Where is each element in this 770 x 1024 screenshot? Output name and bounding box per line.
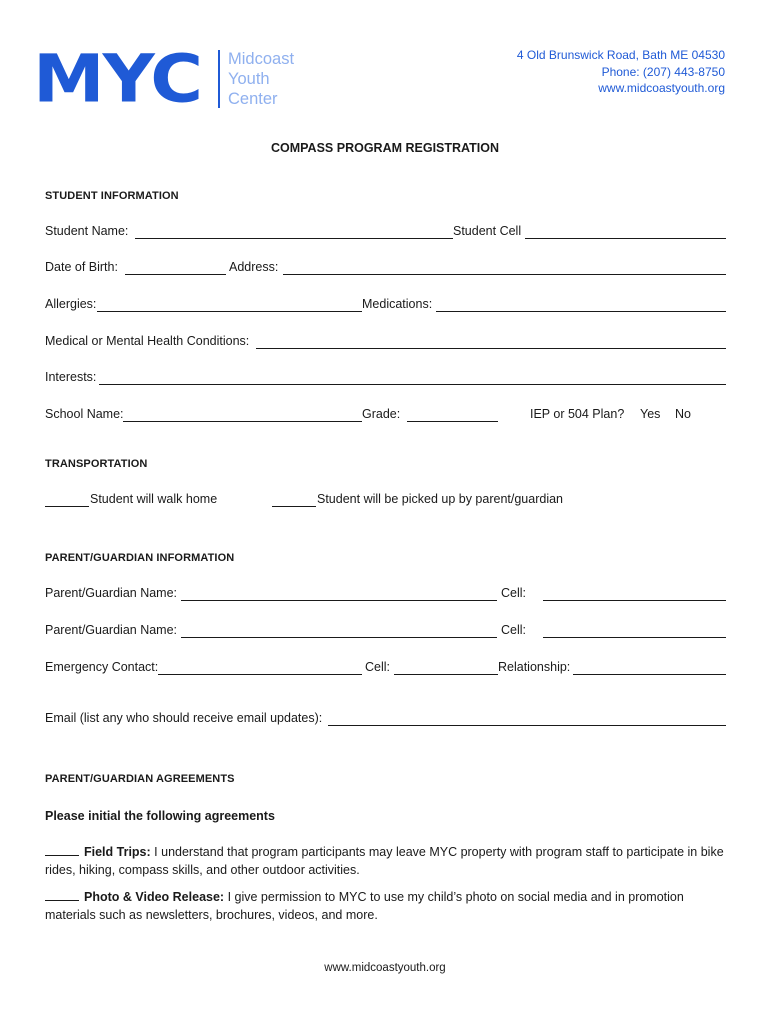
- allergies-label: Allergies:: [45, 297, 97, 311]
- row-student-name: [45, 224, 726, 242]
- emergency-cell-field[interactable]: [394, 674, 498, 675]
- student-cell-field[interactable]: [525, 238, 726, 239]
- conditions-label: Medical or Mental Health Conditions:: [45, 334, 250, 348]
- pickup-initial[interactable]: [272, 506, 316, 507]
- logo-wordmark: [228, 49, 294, 109]
- row-medical-conditions: [45, 334, 726, 352]
- section-transportation: TRANSPORTATION: [45, 458, 148, 470]
- relationship-field[interactable]: [573, 674, 726, 675]
- row-parent-1: [45, 586, 726, 604]
- parent-name-field-1[interactable]: [181, 600, 497, 601]
- contact-website[interactable]: www.midcoastyouth.org: [598, 81, 725, 95]
- logo-line-1: Midcoast: [228, 50, 295, 68]
- email-label: Email (list any who should receive email updates):: [45, 711, 323, 725]
- dob-label: Date of Birth:: [45, 260, 118, 274]
- photo-release-initial[interactable]: [45, 888, 79, 901]
- walk-home-initial[interactable]: [45, 506, 89, 507]
- agreement-photo-release: [45, 888, 725, 924]
- contact-address: 4 Old Brunswick Road, Bath ME 04530: [516, 48, 725, 62]
- email-field[interactable]: [328, 725, 726, 726]
- row-allergies-medications: [45, 297, 726, 315]
- relationship-label: Relationship:: [498, 660, 571, 674]
- iep-yes-option[interactable]: Yes: [640, 407, 661, 421]
- allergies-field[interactable]: [97, 311, 362, 312]
- row-school: [45, 407, 726, 425]
- grade-label: Grade:: [362, 407, 401, 421]
- logo-line-3: Center: [228, 90, 278, 108]
- section-agreements: PARENT/GUARDIAN AGREEMENTS: [45, 773, 235, 785]
- iep-label: IEP or 504 Plan?: [530, 407, 625, 421]
- parent-name-field-2[interactable]: [181, 637, 497, 638]
- parent-cell-label-2: Cell:: [501, 623, 527, 637]
- photo-release-title: Photo & Video Release:: [84, 890, 225, 904]
- row-dob-address: [45, 260, 726, 278]
- emergency-contact-field[interactable]: [158, 674, 362, 675]
- section-student-information: STUDENT INFORMATION: [45, 190, 179, 202]
- student-name-label: Student Name:: [45, 224, 129, 238]
- iep-no-option[interactable]: No: [675, 407, 691, 421]
- contact-phone: Phone: (207) 443-8750: [601, 64, 725, 79]
- address-label: Address:: [229, 260, 279, 274]
- medications-field[interactable]: [436, 311, 726, 312]
- contact-block: [517, 47, 725, 97]
- school-label: School Name:: [45, 407, 124, 421]
- parent-name-label-1: Parent/Guardian Name:: [45, 586, 178, 600]
- interests-field[interactable]: [99, 384, 726, 385]
- student-cell-label: Student Cell: [453, 224, 522, 238]
- parent-cell-label-1: Cell:: [501, 586, 527, 600]
- walk-home-label: Student will walk home: [90, 492, 218, 506]
- address-field[interactable]: [283, 274, 726, 275]
- section-parent-information: PARENT/GUARDIAN INFORMATION: [45, 552, 235, 564]
- logo-divider: [218, 50, 220, 108]
- parent-name-label-2: Parent/Guardian Name:: [45, 623, 178, 637]
- agreements-instruction: Please initial the following agreements: [45, 809, 275, 823]
- school-field[interactable]: [123, 421, 362, 422]
- row-email: [45, 711, 726, 729]
- logo-line-2: Youth: [228, 70, 270, 88]
- photo-release-text: I give permission to MYC to use my child’s photo on social media and in promotion materials such as newsletters, brochures, videos, and more.: [45, 890, 684, 922]
- dob-field[interactable]: [125, 274, 226, 275]
- conditions-field[interactable]: [256, 348, 726, 349]
- agreement-field-trips: [45, 843, 725, 879]
- parent-cell-field-1[interactable]: [543, 600, 726, 601]
- form-title: COMPASS PROGRAM REGISTRATION: [270, 141, 499, 155]
- row-emergency-contact: [45, 660, 726, 678]
- parent-cell-field-2[interactable]: [543, 637, 726, 638]
- pickup-label: Student will be picked up by parent/guardian: [317, 492, 563, 506]
- field-trips-text: I understand that program participants may leave MYC property with program staff to participate in bike rides, hiking, compass skills, and other outdoor activities.: [45, 845, 724, 877]
- grade-field[interactable]: [407, 421, 498, 422]
- row-transportation: [45, 492, 726, 510]
- row-interests: [45, 370, 726, 388]
- field-trips-initial[interactable]: [45, 843, 79, 856]
- medications-label: Medications:: [362, 297, 433, 311]
- emergency-cell-label: Cell:: [365, 660, 391, 674]
- field-trips-title: Field Trips:: [84, 845, 151, 859]
- myc-logo-mark: MYC: [33, 39, 202, 117]
- row-parent-2: [45, 623, 726, 641]
- footer-website[interactable]: www.midcoastyouth.org: [324, 962, 446, 974]
- interests-label: Interests:: [45, 370, 97, 384]
- emergency-contact-label: Emergency Contact:: [45, 660, 159, 674]
- student-name-field[interactable]: [135, 238, 453, 239]
